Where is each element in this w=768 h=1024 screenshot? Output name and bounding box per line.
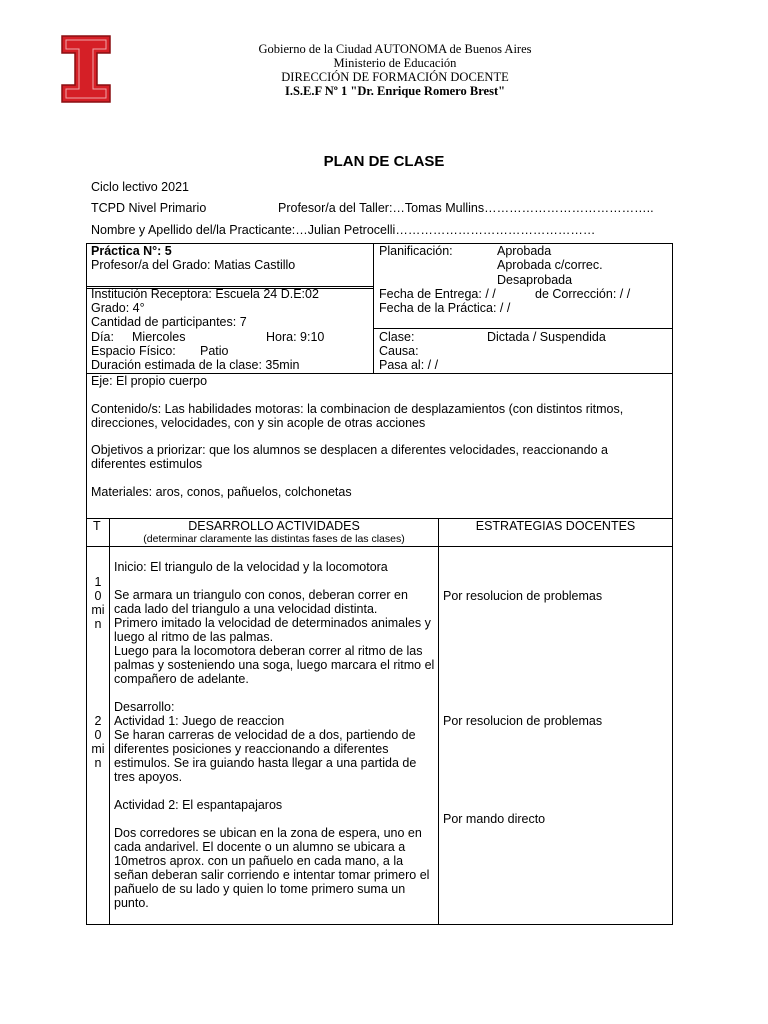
ciclo-lectivo: Ciclo lectivo 2021 bbox=[91, 180, 189, 194]
contenido: Contenido/s: Las habilidades motoras: la combinacion de desplazamientos (con distintos ritmos, direcciones, velocidades, con y sin acople de otras acciones bbox=[91, 402, 624, 430]
dia-label: Día: bbox=[91, 330, 114, 344]
time-block-2: 2 0 mi n bbox=[91, 714, 105, 770]
hora: Hora: 9:10 bbox=[266, 330, 325, 344]
fecha-entrega: Fecha de Entrega: / / bbox=[379, 287, 496, 301]
status-aprobada-correc: Aprobada c/correc. bbox=[497, 258, 603, 272]
practica-number: Práctica N°: 5 bbox=[91, 244, 172, 258]
column-desarrollo-header: DESARROLLO ACTIVIDADES bbox=[188, 519, 360, 533]
government-line: Gobierno de la Ciudad AUTONOMA de Buenos Aires bbox=[258, 42, 532, 56]
cantidad-participantes: Cantidad de participantes: 7 bbox=[91, 315, 247, 329]
institute-logo-icon bbox=[60, 33, 112, 105]
estrategia-1: Por resolucion de problemas bbox=[443, 589, 603, 603]
institucion-receptora: Institución Receptora: Escuela 24 D.E:02 bbox=[91, 287, 319, 301]
page-title: PLAN DE CLASE bbox=[323, 153, 445, 170]
profesor-taller: Profesor/a del Taller:…Tomas Mullins………………………………….. bbox=[278, 201, 654, 215]
causa-label: Causa: bbox=[379, 344, 419, 358]
actividad-2-title: Actividad 2: El espantapajaros bbox=[114, 798, 283, 812]
column-desarrollo-subheader: (determinar claramente las distintas fases de las clases) bbox=[143, 533, 405, 545]
dia-value: Miercoles bbox=[132, 330, 186, 344]
practicante-name: Nombre y Apellido del/la Practicante:…Julian Petrocelli………………………………………… bbox=[91, 223, 596, 237]
ministry-line: Ministerio de Educación bbox=[333, 56, 457, 70]
espacio-label: Espacio Físico: bbox=[91, 344, 176, 358]
inicio-paragraph-3: Luego para la locomotora deberan correr al ritmo de las palmas y sosteniendo una soga, luego marcara el ritmo el compañero de adelante. bbox=[114, 644, 435, 686]
tcpd-level: TCPD Nivel Primario bbox=[91, 201, 207, 215]
inicio-paragraph-2: Primero imitado la velocidad de determinados animales y luego al ritmo de las palmas. bbox=[114, 616, 431, 644]
actividad-1-title: Actividad 1: Juego de reaccion bbox=[114, 714, 285, 728]
time-block-1: 1 0 mi n bbox=[91, 575, 105, 631]
inicio-title: Inicio: El triangulo de la velocidad y la locomotora bbox=[114, 560, 388, 574]
espacio-value: Patio bbox=[200, 344, 229, 358]
eje: Eje: El propio cuerpo bbox=[91, 374, 208, 388]
objetivos: Objetivos a priorizar: que los alumnos se desplacen a diferentes velocidades, reaccionando a diferentes estimulos bbox=[91, 443, 608, 471]
direction-line: DIRECCIÓN DE FORMACIÓN DOCENTE bbox=[281, 70, 509, 84]
status-desaprobada: Desaprobada bbox=[497, 273, 573, 287]
grado: Grado: 4° bbox=[91, 301, 145, 315]
pasa-al: Pasa al: / / bbox=[379, 358, 439, 372]
materiales: Materiales: aros, conos, pañuelos, colchonetas bbox=[91, 485, 352, 499]
planificacion-label: Planificación: bbox=[379, 244, 453, 258]
estrategia-3: Por mando directo bbox=[443, 812, 546, 826]
desarrollo-label: Desarrollo: bbox=[114, 700, 175, 714]
status-aprobada: Aprobada bbox=[497, 244, 552, 258]
profesor-grado: Profesor/a del Grado: Matias Castillo bbox=[91, 258, 296, 272]
actividad-2-text: Dos corredores se ubican en la zona de espera, uno en cada andarivel. El docente o un alumno se ubicara a 10metros aprox. con un pañuelo en cada mano, a la señan deberan salir corriendo e intentar tomar primero el pañuelo de su lado y quien lo tome primero suma un punto. bbox=[114, 826, 430, 910]
clase-value: Dictada / Suspendida bbox=[487, 330, 606, 344]
estrategia-2: Por resolucion de problemas bbox=[443, 714, 603, 728]
institute-line: I.S.E.F Nº 1 "Dr. Enrique Romero Brest" bbox=[284, 84, 506, 98]
duracion: Duración estimada de la clase: 35min bbox=[91, 358, 300, 372]
column-t-header: T bbox=[93, 519, 101, 533]
fecha-practica: Fecha de la Práctica: / / bbox=[379, 301, 511, 315]
column-estrategias-header: ESTRATEGIAS DOCENTES bbox=[475, 519, 636, 533]
institution-header bbox=[200, 42, 590, 98]
clase-label: Clase: bbox=[379, 330, 415, 344]
inicio-paragraph-1: Se armara un triangulo con conos, deberan correr en cada lado del triangulo a una velocidad distinta. bbox=[114, 588, 408, 616]
fecha-correccion: de Corrección: / / bbox=[535, 287, 631, 301]
actividad-1-text: Se haran carreras de velocidad de a dos, partiendo de diferentes posiciones y reaccionando a diferentes estimulos. Se ira guiando hasta llegar a una partida de tres apoyos. bbox=[114, 728, 417, 784]
